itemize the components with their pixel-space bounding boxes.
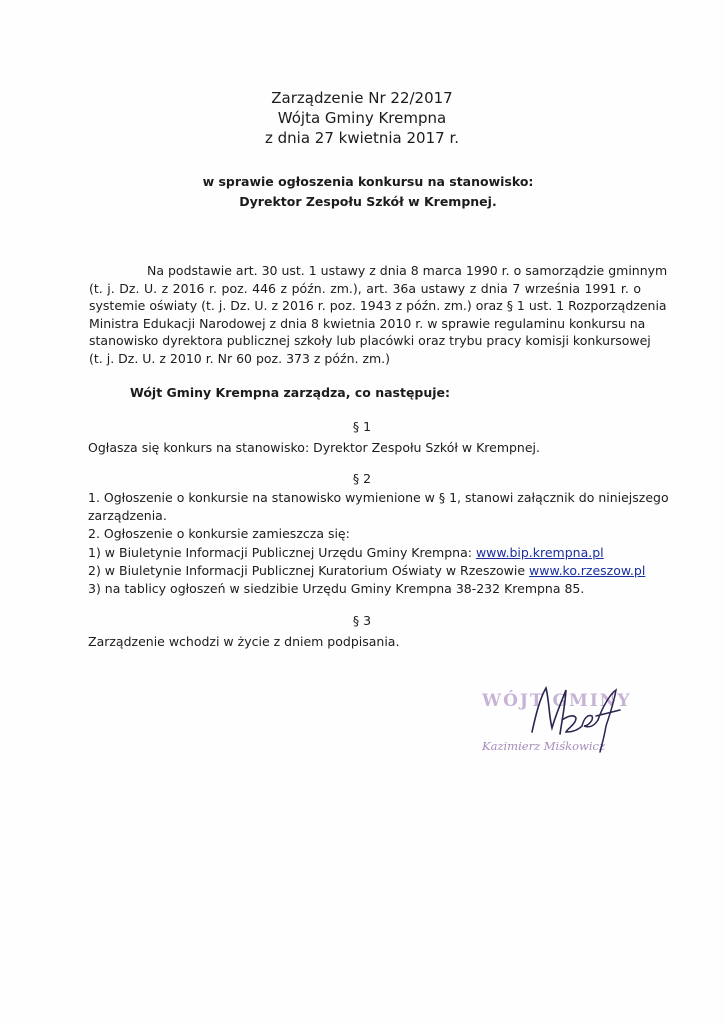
subitem-1-text: 1) w Biuletynie Informacji Publicznej Urzędu Gminy Krempna: bbox=[88, 545, 476, 560]
bip-krempna-link[interactable]: www.bip.krempna.pl bbox=[475, 545, 604, 560]
preamble-line: (t. j. Dz. U. z 2010 r. Nr 60 poz. 373 z późn. zm.) bbox=[89, 350, 391, 366]
section-2-item-2: 2. Ogłoszenie o konkursie zamieszcza się: bbox=[88, 526, 350, 541]
signature-stroke bbox=[562, 716, 582, 732]
section-2-item-1-line-2: zarządzenia. bbox=[88, 508, 167, 523]
legal-basis-paragraph bbox=[89, 262, 668, 368]
preamble-line: Na podstawie art. 30 ust. 1 ustawy z dnia 8 marca 1990 r. o samorządzie gminnym bbox=[147, 263, 668, 278]
ordinance-subject bbox=[0, 172, 724, 212]
preamble-line: Ministra Edukacji Narodowej z dnia 8 kwietnia 2010 r. w sprawie regulaminu konkursu na bbox=[89, 315, 646, 331]
section-3-text: Zarządzenie wchodzi w życie z dniem podpisania. bbox=[88, 634, 400, 649]
decree-intro: Wójt Gminy Krempna zarządza, co następuje: bbox=[130, 385, 451, 400]
ko-rzeszow-link[interactable]: www.ko.rzeszow.pl bbox=[529, 563, 646, 578]
section-2-subitem-3: 3) na tablicy ogłoszeń w siedzibie Urzędu Gminy Krempna 38-232 Krempna 85. bbox=[88, 581, 585, 596]
section-3-mark: § 3 bbox=[352, 613, 372, 628]
section-2-item-1-line-1: 1. Ogłoszenie o konkursie na stanowisko wymienione w § 1, stanowi załącznik do niniejszego bbox=[88, 490, 669, 505]
subitem-2-text: 2) w Biuletynie Informacji Publicznej Kuratorium Oświaty w Rzeszowie bbox=[88, 563, 530, 578]
ordinance-date: z dnia 27 kwietnia 2017 r. bbox=[264, 129, 460, 147]
stamp-title-lettering: WÓJT GMINY bbox=[482, 691, 632, 711]
subject-line-2: Dyrektor Zespołu Szkół w Krempnej. bbox=[239, 194, 497, 209]
section-2-subitem-2 bbox=[88, 563, 645, 578]
preamble-line: (t. j. Dz. U. z 2016 r. poz. 446 z późn. zm.), art. 36a ustawy z dnia 7 września 1991 r. o bbox=[89, 280, 641, 296]
section-2-subitem-1 bbox=[88, 545, 604, 560]
official-stamp-and-signature bbox=[470, 680, 650, 770]
signature-stroke bbox=[582, 715, 598, 726]
stamp-name-lettering: Kazimierz Miśkowicz bbox=[482, 739, 606, 753]
ordinance-issuer: Wójta Gminy Krempna bbox=[277, 109, 447, 127]
preamble-line: systemie oświaty (t. j. Dz. U. z 2016 r. poz. 1943 z późn. zm.) oraz § 1 ust. 1 Rozporządzenia bbox=[89, 298, 667, 314]
document-header bbox=[0, 88, 724, 148]
ordinance-number: Zarządzenie Nr 22/2017 bbox=[271, 89, 453, 107]
stamp-signature-graphic bbox=[470, 680, 650, 770]
subject-line-1: w sprawie ogłoszenia konkursu na stanowisko: bbox=[202, 174, 534, 189]
section-2-mark: § 2 bbox=[352, 471, 372, 486]
section-1-text: Ogłasza się konkurs na stanowisko: Dyrektor Zespołu Szkół w Krempnej. bbox=[88, 440, 540, 455]
preamble-line: stanowisko dyrektora publicznej szkoły lub placówki oraz trybu pracy komisji konkursowej bbox=[89, 333, 651, 349]
section-1-mark: § 1 bbox=[352, 419, 372, 434]
